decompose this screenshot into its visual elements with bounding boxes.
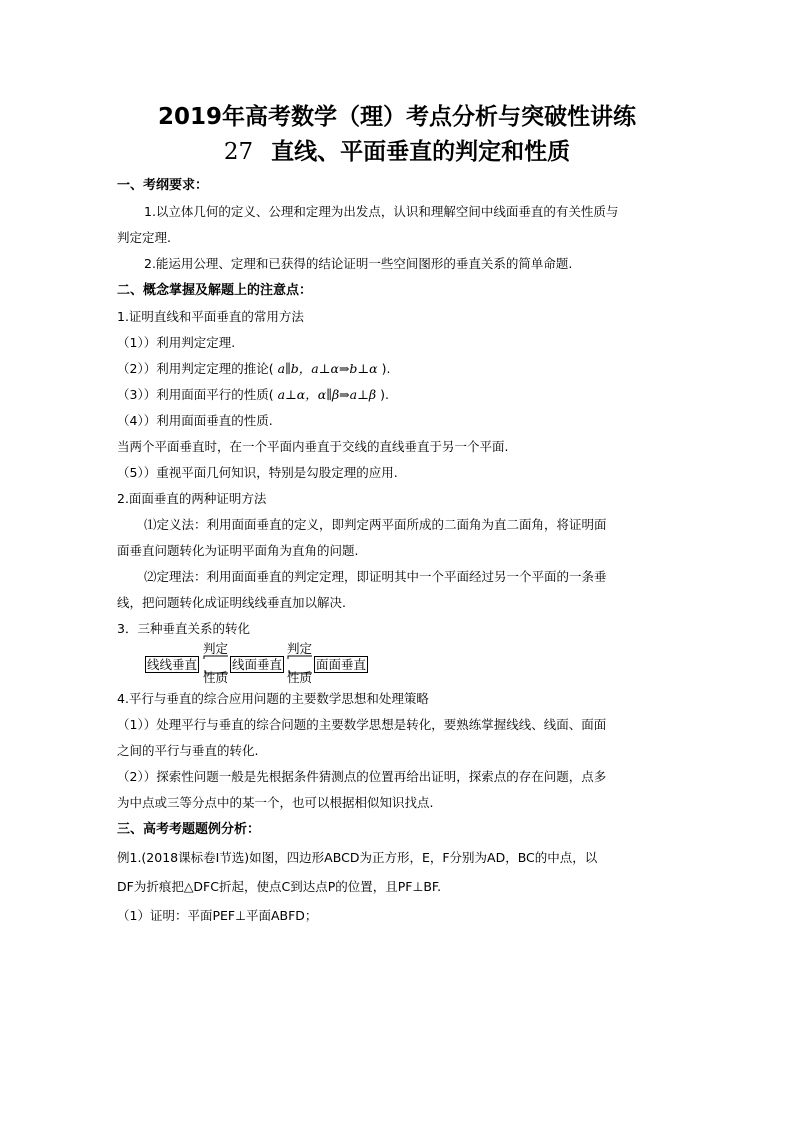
definition-method: ⑴定义法：利用面面垂直的定义，即判定两平面所成的二面角为直二面角，将证明面 [144, 517, 607, 532]
arrow-left-2 [289, 670, 312, 673]
example-1-question-1: （1）证明：平面PEF⊥平面ABFD； [117, 908, 318, 923]
document-title: 2019年高考数学（理）考点分析与突破性讲练 [157, 104, 636, 130]
judgement-label-2: 判定 [287, 641, 313, 656]
strategy-2-cont: 为中点或三等分点中的某一个，也可以根据相似知识找点. [117, 795, 434, 810]
strategy-1: （1））处理平行与垂直的综合问题的主要数学思想是转化，要熟练掌握线线、线面、面面 [117, 717, 607, 732]
example-1-cont: DF为折痕把△DFC折起，使点C到达点P的位置，且PF⊥BF. [117, 879, 442, 894]
example-1: 例1.(2018课标卷I节选)如图，四边形ABCD为正方形，E，F分别为AD，BC的中点，以 [117, 850, 598, 865]
method-3-end: ). [380, 387, 389, 402]
topic-2-heading: 2.面面垂直的两种证明方法 [117, 491, 267, 506]
perpendicular-conversion-diagram [117, 642, 677, 686]
property-label-1: 性质 [203, 670, 229, 685]
theorem-method: ⑵定理法：利用面面垂直的判定定理，即证明其中一个平面经过另一个平面的一条垂 [144, 569, 607, 584]
method-4-note: 当两个平面垂直时，在一个平面内垂直于交线的直线垂直于另一个平面. [117, 439, 509, 454]
arrow-left-1 [205, 670, 228, 673]
method-2-formula: a∥b，a⊥α⇒b⊥α [277, 361, 378, 376]
document-subtitle [117, 134, 677, 170]
arrow-right-1 [204, 656, 228, 659]
chapter-title: 直线、平面垂直的判定和性质 [271, 139, 571, 165]
method-3-formula: a⊥α，α∥β⇒a⊥β [277, 387, 377, 402]
property-label-2: 性质 [287, 670, 313, 685]
section-heading-1: 一、考纲要求： [117, 178, 209, 193]
method-1: （1））利用判定定理. [117, 335, 236, 350]
topic-4-heading: 4.平行与垂直的综合应用问题的主要数学思想和处理策略 [117, 691, 429, 706]
method-2-text: （2））利用判定定理的推论( [117, 361, 274, 376]
syllabus-item-1-cont: 判定定理. [117, 230, 171, 245]
method-5: （5））重视平面几何知识，特别是勾股定理的应用. [117, 465, 398, 480]
arrow-right-2 [288, 656, 312, 659]
conversion-arrows [117, 642, 417, 686]
plane-plane-perpendicular-box: 面面垂直 [316, 657, 367, 672]
chapter-number: 27 [223, 139, 254, 165]
method-4: （4））利用面面垂直的性质. [117, 413, 273, 428]
line-plane-perpendicular-box: 线面垂直 [232, 657, 283, 672]
topic-3-heading: 3．三种垂直关系的转化 [117, 621, 250, 636]
method-3-text: （3））利用面面平行的性质( [117, 387, 274, 402]
judgement-label-1: 判定 [203, 641, 229, 656]
line-line-perpendicular-box: 线线垂直 [147, 657, 198, 672]
theorem-method-cont: 线，把问题转化成证明线线垂直加以解决. [117, 595, 346, 610]
strategy-1-cont: 之间的平行与垂直的转化. [117, 743, 259, 758]
method-2 [117, 356, 677, 382]
topic-1-heading: 1.证明直线和平面垂直的常用方法 [117, 309, 304, 324]
section-heading-2: 二、概念掌握及解题上的注意点： [117, 283, 313, 298]
syllabus-item-2: 2.能运用公理、定理和已获得的结论证明一些空间图形的垂直关系的简单命题. [144, 256, 573, 271]
method-3 [117, 382, 677, 408]
method-2-end: ). [381, 361, 391, 376]
syllabus-item-1: 1.以立体几何的定义、公理和定理为出发点，认识和理解空间中线面垂直的有关性质与 [144, 204, 619, 219]
definition-method-cont: 面垂直问题转化为证明平面角为直角的问题. [117, 543, 359, 558]
strategy-2: （2））探索性问题一般是先根据条件猜测点的位置再给出证明，探索点的存在问题，点多 [117, 769, 607, 784]
document-page [117, 100, 677, 930]
section-heading-3: 三、高考考题题例分析： [117, 822, 261, 837]
